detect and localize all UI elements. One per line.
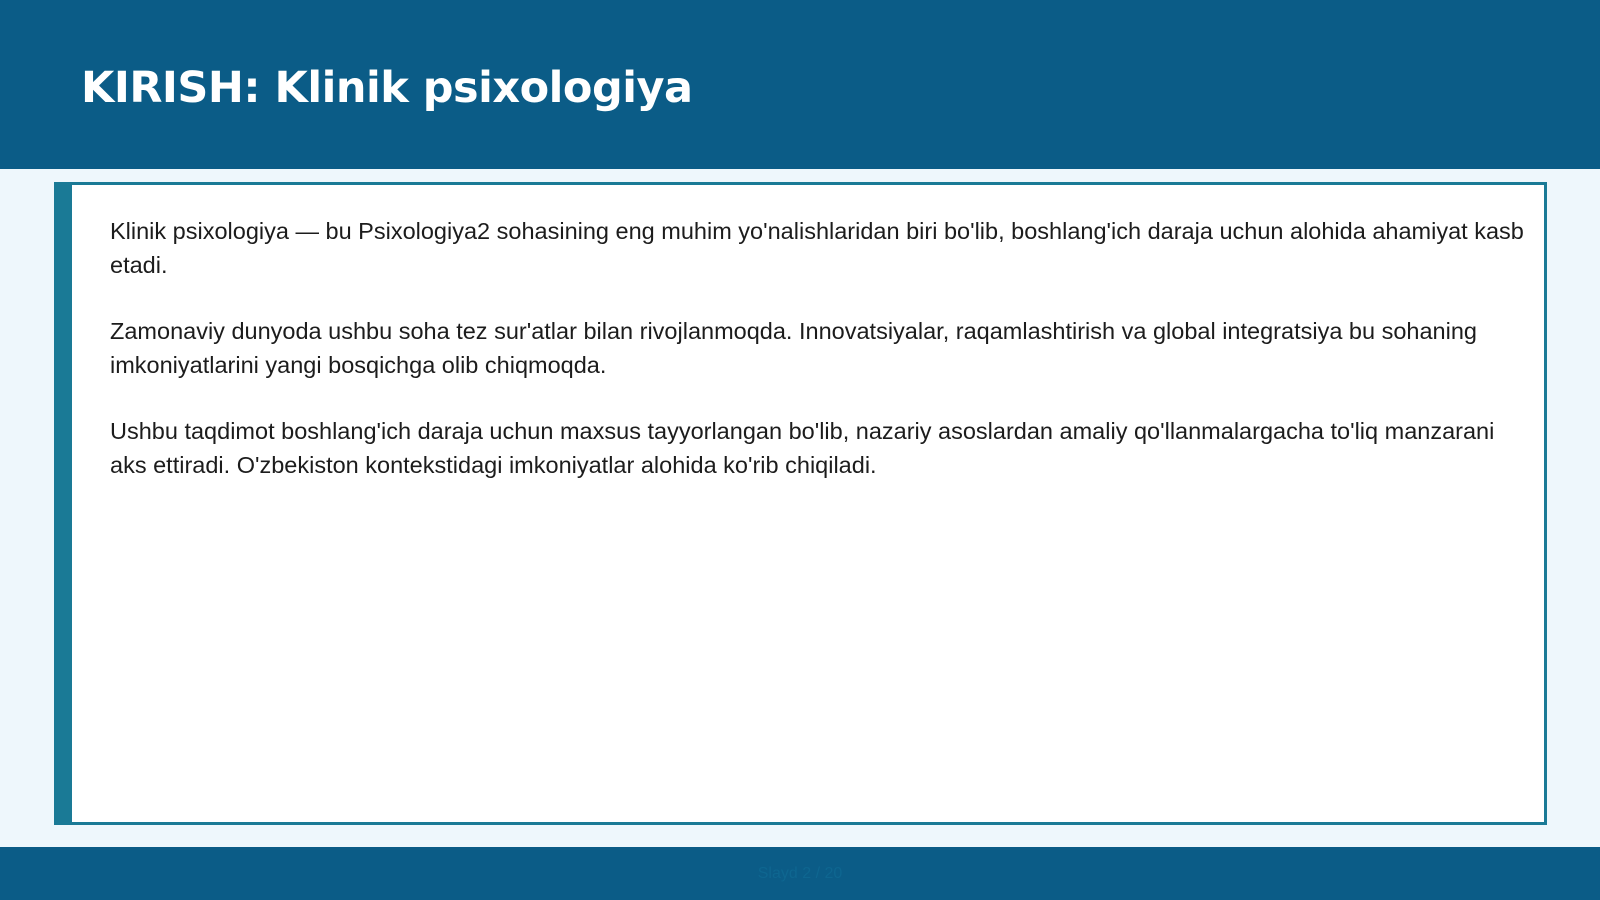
slide-number: Slayd 2 / 20 <box>757 865 843 882</box>
paragraph-presentation-scope: Ushbu taqdimot boshlang'ich daraja uchun maxsus tayyorlangan bo'lib, nazariy asoslardan amaliy qo'llanmalargacha to'liq manzarani aks ettiradi. O'zbekiston kontekstidagi imkoniyatlar alohida ko'rib chiqiladi. <box>110 418 1495 478</box>
slide-header <box>0 0 1600 169</box>
slide-footer <box>0 847 1600 900</box>
content-panel <box>54 182 1547 825</box>
content-body <box>110 215 1530 515</box>
slide-title: KIRISH: Klinik psixologiya <box>81 63 693 113</box>
paragraph-modern-world: Zamonaviy dunyoda ushbu soha tez sur'atlar bilan rivojlanmoqda. Innovatsiyalar, raqamlashtirish va global integratsiya bu sohaning imkoniyatlarini yangi bosqichga olib chiqmoqda. <box>110 318 1477 378</box>
paragraph-intro: Klinik psixologiya — bu Psixologiya2 sohasining eng muhim yo'nalishlaridan biri bo'lib, boshlang'ich daraja uchun alohida ahamiyat kasb etadi. <box>110 218 1524 278</box>
